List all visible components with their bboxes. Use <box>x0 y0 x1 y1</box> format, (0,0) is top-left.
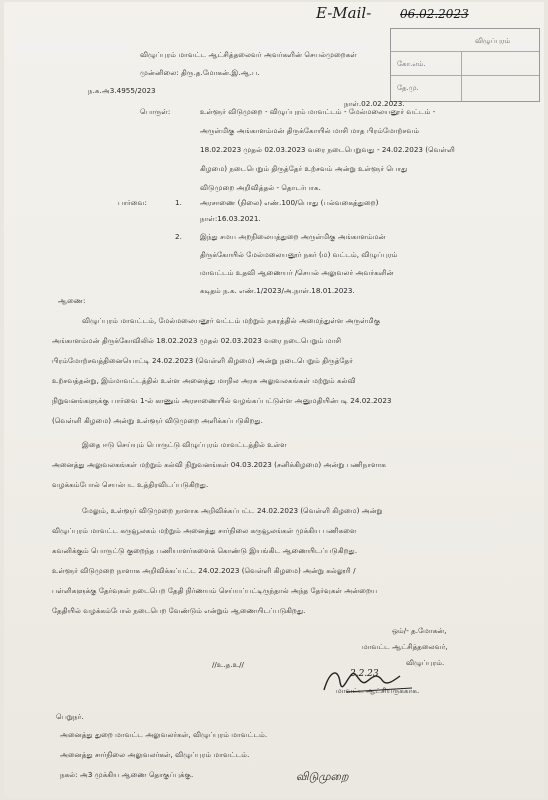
recipient-line: அனைத்து சார்நிலை அலுவலர்கள், விழுப்புரம் மாவட்டம். <box>60 750 250 759</box>
order-label: ஆணை: <box>58 296 86 305</box>
handwritten-email-note: E-Mail- <box>316 4 372 22</box>
paragraph-line: வழக்கம்போல் செயல்பட உத்திரவிடப்படுகிறது. <box>52 480 209 489</box>
recipient-line: நகல்: அ3 முக்கிய ஆணை தொகுப்புக்கு. <box>60 770 194 779</box>
attested-copy-mark: //உ.த.உ// <box>212 660 244 669</box>
reference-line: இந்து சமய அறநிலையத்துறை அருள்மிகு அங்காளம்மன் <box>200 232 386 241</box>
paragraph-line: விழுப்புரம் மாவட்டம், மேல்மலையனூர் வட்டம் மற்றும் நகரத்தில் அமைந்துள்ள அருள்மிகு <box>82 316 381 325</box>
for-district-collector: மாவட்ட ஆட்சியருக்காக. <box>336 686 420 695</box>
paragraph-line: நிறுவனங்களுக்கு பார்வை 1-ல் காணும் அரசாணையில் வழங்கப்பட்டுள்ள அனுமதியின்படி 24.02.2023 <box>52 396 392 405</box>
paragraph-line: தேதியில் வழக்கம்போல் நடைபெற வேண்டும் என்றும் ஆணையிடப்படுகிறது. <box>52 606 306 615</box>
recipient-line: அனைத்து துறை மாவட்ட அலுவலர்கள், விழுப்புரம் மாவட்டம். <box>60 730 268 739</box>
signature-name: ஒம்/- த.மோகன், <box>392 626 447 635</box>
reference-num: 1. <box>175 198 182 207</box>
handwritten-note: விடுமுறை <box>296 770 349 783</box>
header-presence: முன்னிலை: திரு.த.மோகன்.இ.ஆ.ப. <box>140 68 260 77</box>
signature-handwritten-date: 2.2.23 <box>350 669 379 679</box>
reference-line: மாவட்டம் உதவி ஆணையர் /செயல் அலுவலர் அவர்களின் <box>200 268 394 277</box>
paragraph-line: பள்ளிகளுக்கு தேர்வுகள் நடைபெற தேதி நிர்ணயம் செய்யப்பட்டிருந்தால் அந்த தேர்வுகள் அன்றைய <box>52 586 378 595</box>
paragraph-line: கவனிக்கும் பொருட்டு குறைந்த பணியாளர்களைக் கொண்டு இயங்கிட ஆணையிடப்படுகிறது. <box>52 546 358 555</box>
subject-line: கிழமை) நடைபெறும் திருத்தேர் உற்சவம் அன்று உள்ளூர் பொது <box>200 164 408 173</box>
subject-line: உள்ளூர் விடுமுறை - விழுப்புரம் மாவட்டம் - மேல்மலையனூர் வட்டம் - <box>200 107 436 116</box>
inward-stamp <box>390 28 540 102</box>
reference-number: ந.க.அ3.4955/2023 <box>88 86 156 95</box>
reference-line: நாள்:16.03.2021. <box>200 214 261 223</box>
reference-line: கடிதம் ந.க. எண்.1/2023/அ.நாள்.18.01.2023. <box>200 286 355 295</box>
subject-line: அருள்மிகு அங்காளம்மன் திருக்கோயில் மாசி மாத பிரம்மோற்சவம் <box>200 126 420 135</box>
header-title: விழுப்புரம் மாவட்ட ஆட்சித்தலைவர் அவர்களின் செயல்முறைகள் <box>140 50 357 59</box>
stamp-row-1: கோ.எம். <box>397 60 426 68</box>
stamp-row-2: தே.மு. <box>397 84 419 92</box>
signature-designation: மாவட்ட ஆட்சித்தலைவர், <box>362 642 448 651</box>
paragraph-line: விழுப்புரம் மாவட்ட கருவூலகம் மற்றும் அனைத்து சார்நிலை கருவூலங்கள் முக்கிய பணிகளை <box>52 526 357 535</box>
subject-line: விடுமுறை அறிவித்தல் - தொடர்பாக. <box>200 183 321 192</box>
paragraph-line: (வெள்ளி கிழமை) அன்று உள்ளூர் விடுமுறை அளிக்கப்படுகிறது. <box>52 416 263 425</box>
handwritten-email-date: 06.02.2023 <box>400 7 469 21</box>
subject-line: 18.02.2023 முதல் 02.03.2023 வரை நடைபெறுவது - 24.02.2023 (வெள்ளி <box>200 145 455 154</box>
reference-line: திருக்கோயில் மேல்மலையனூர் நகர் (ம) வட்டம், விழுப்புரம் <box>200 250 398 259</box>
reference-line: அரசாணை (நிலை) எண்.100/பொது (பல்வகைத்துறை) <box>200 198 379 207</box>
paragraph-line: உள்ளூர் விடுமுறை நாளாக அறிவிக்கப்பட்ட 24.02.2023 (வெள்ளி கிழமை) அன்று கல்லூரி / <box>52 566 356 575</box>
paragraph-line: பிரம்மோற்சவத்தினையொட்டி 24.02.2023 (வெள்ளி கிழமை) அன்று நடைபெறும் திருத்தேர் <box>52 356 353 365</box>
reference-num: 2. <box>175 232 182 241</box>
signature-place: விழுப்புரம். <box>406 658 445 667</box>
paragraph-line: உற்சவத்தன்று, இம்மாவட்டத்தில் உள்ள அனைத்து மாநில அரசு அலுவலகங்கள் மற்றும் கல்வி <box>52 376 356 385</box>
reference-label: பார்வை: <box>118 198 147 207</box>
stamp-title: விழுப்புரம் <box>475 37 511 45</box>
paragraph-line: அனைத்து அலுவலகங்கள் மற்றும் கல்வி நிறுவனங்கள் 04.03.2023 (சனிக்கிழமை) அன்று பணிநாளாக <box>52 460 386 469</box>
subject-label: பொருள்: <box>140 107 171 116</box>
paragraph-line: மேலும், உள்ளூர் விடுமுறை நாளாக அறிவிக்கப்பட்ட 24.02.2023 (வெள்ளி கிழமை) அன்று <box>82 506 383 515</box>
recipients-label: பெறுநர். <box>56 712 84 721</box>
paragraph-line: அங்காளம்மன் திருக்கோவிலில் 18.02.2023 முதல் 02.03.2023 வரை நடைபெறும் மாசி <box>52 336 342 345</box>
order-date: நாள்.02.02.2023. <box>344 99 405 108</box>
paragraph-line: இதை ஈடு செய்யும் பொருட்டு விழுப்புரம் மாவட்டத்தில் உள்ள <box>82 440 287 449</box>
